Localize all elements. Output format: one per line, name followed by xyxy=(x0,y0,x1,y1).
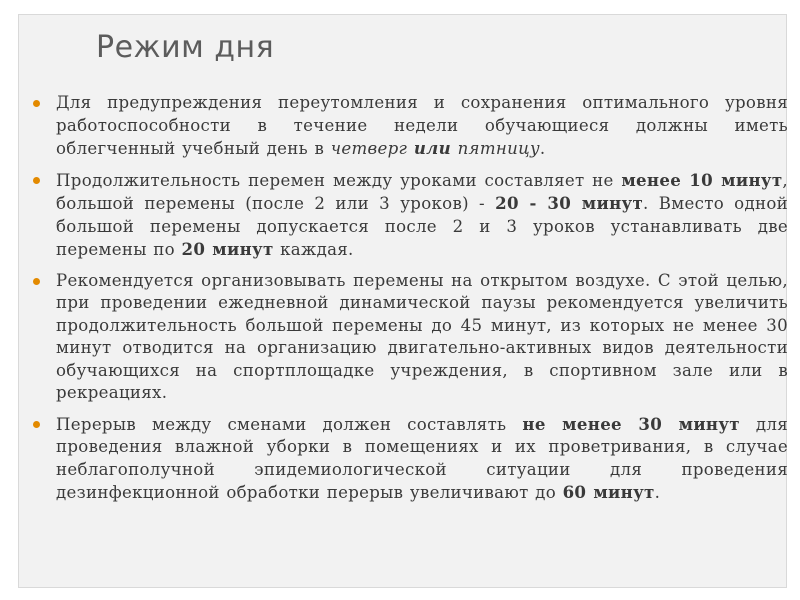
bullet-4-bold-2: 60 минут xyxy=(562,482,655,502)
bullet-3-text: Рекомендуется организовывать перемены на открытом воздухе. С этой целью, при проведении ежедневной динамической паузы рекомендуется увеличить продолжительность большой перемены до 45 минут, из которых не менее 30 минут отводится на организацию двигательно-активных видов деятельности обучающихся на спортплощадке учреждения, в спортивном зале или в рекреациях. xyxy=(56,270,788,402)
bullet-4-bold: не менее 30 минут xyxy=(522,413,740,434)
bullet-dot-icon xyxy=(33,100,40,107)
bullet-item-4 xyxy=(30,413,788,505)
bullet-1-text: Для предупреждения переутомления и сохранения оптимального уровня работоспособности в течение недели обучающиеся должны иметь облегченный учебный день в xyxy=(56,93,788,158)
bullet-1-bold-italic: или xyxy=(413,138,451,158)
bullet-2-text-2: , большой перемены (после 2 или 3 уроков) - xyxy=(56,170,788,213)
bullet-list xyxy=(30,92,788,513)
bullet-2-bold-2: 20 - 30 минут xyxy=(495,193,644,213)
bullet-dot-icon xyxy=(33,278,40,285)
bullet-2-text: Продолжительность перемен между уроками составляет не xyxy=(56,170,622,190)
bullet-4-text: Перерыв между сменами должен составлять xyxy=(56,414,523,434)
bullet-item-1 xyxy=(30,92,788,161)
bullet-2-text-3: . Вместо одной большой перемены допускается после 2 и 3 уроков устанавливать две перемены по xyxy=(56,194,788,259)
bullet-2-bold-3: 20 минут xyxy=(181,239,274,259)
bullet-dot-icon xyxy=(33,421,40,428)
slide-title: Режим дня xyxy=(96,30,275,65)
bullet-4-text-2: для проведения влажной уборки в помещениях и их проветривания, в случае неблагополучной эпидемиологической ситуации для проведения дезинфекционной обработки перерыв увеличивают до xyxy=(56,414,788,502)
bullet-2-bold: менее 10 минут xyxy=(621,169,783,190)
bullet-item-3 xyxy=(30,270,788,405)
bullet-1-italic: четверг xyxy=(330,139,414,158)
bullet-dot-icon xyxy=(33,177,40,184)
bullet-item-2 xyxy=(30,169,788,262)
bullet-4-text-3: . xyxy=(654,483,661,502)
bullet-1-text-end: . xyxy=(539,139,546,158)
bullet-2-text-4: каждая. xyxy=(273,240,354,259)
bullet-1-italic-2: пятницу xyxy=(451,139,540,158)
